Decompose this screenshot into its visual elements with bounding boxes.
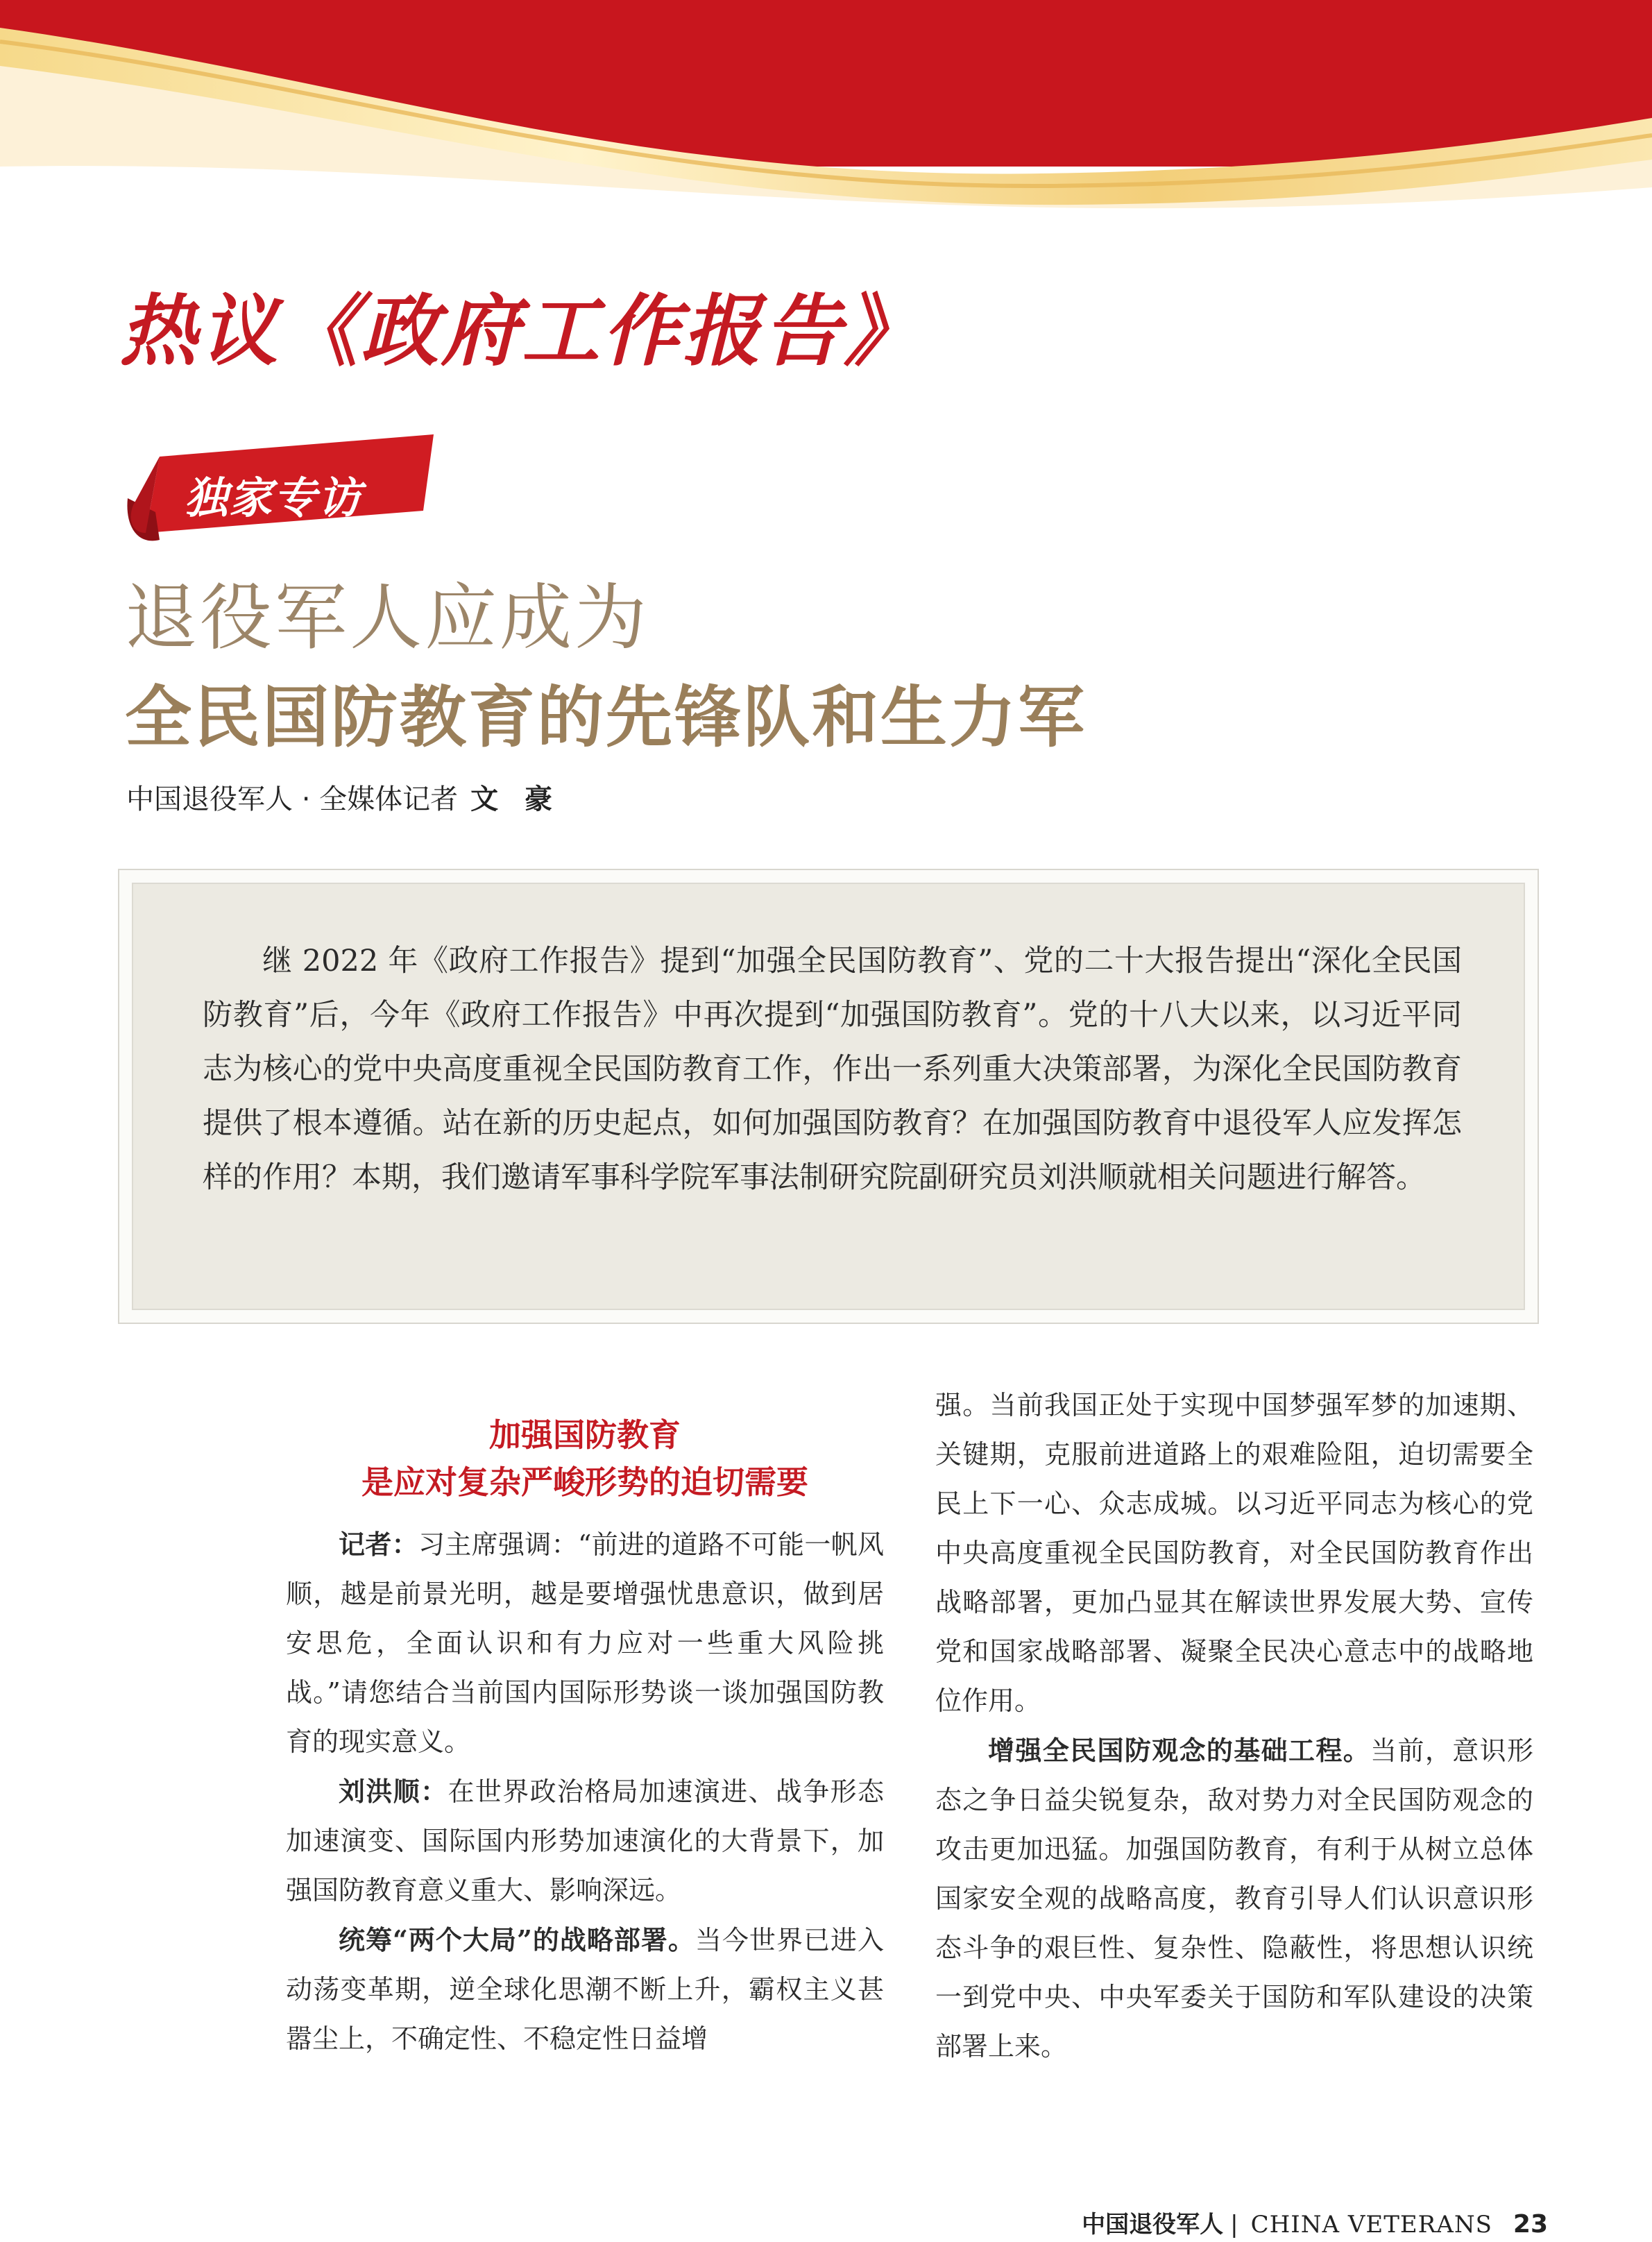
paragraph-lead: 统筹“两个大局”的战略部署。 [339,1924,695,1955]
byline [126,777,561,817]
wave-banner-graphic [0,0,1652,222]
paragraph-lead: 刘洪顺： [339,1776,448,1807]
headline-line-1: 退役军人应成为 [125,575,650,660]
byline-author: 文 豪 [470,783,561,815]
paragraph-answer [286,1767,884,1915]
paragraph-two-overall-situations [286,1915,884,2064]
footer-english-title: CHINA VETERANS [1250,2211,1492,2239]
paragraph-reporter-question [286,1520,884,1767]
paragraph-continued [935,1381,1533,1726]
section-title: 热议《政府工作报告》 [119,287,924,377]
paragraph-text: 当今世界已进入动荡变革期，逆全球化思潮不断上升，霸权主义甚嚣尘上，不确定性、不稳定性日益增 [286,1925,884,2054]
exclusive-interview-tag [118,429,444,551]
paragraph-lead: 增强全民国防观念的基础工程。 [988,1735,1371,1766]
intro-box [118,869,1539,1324]
paragraph-text: 强。当前我国正处于实现中国梦强军梦的加速期、关键期，克服前进道路上的艰难险阻，迫切需要全民上下一心、众志成城。以习近平同志为核心的党中央高度重视全民国防教育，对全民国防教育作出战略部署，更加凸显其在解读世界发展大势、宣传党和国家战略部署、凝聚全民决心意志中的战略地位作用。 [935,1390,1533,1716]
page-footer [1082,2205,1548,2239]
footer-separator: | [1230,2211,1238,2239]
byline-source: 中国退役军人 · 全媒体记者 [126,783,459,815]
intro-box-inner [132,883,1525,1310]
footer-brand: 中国退役军人 [1082,2211,1224,2239]
article-column-right [935,1381,1533,2071]
intro-paragraph: 继 2022 年《政府工作报告》提到“加强全民国防教育”、党的二十大报告提出“深化全民国防教育”后，今年《政府工作报告》中再次提到“加强国防教育”。党的十八大以来，以习近平同志为核心的党中央高度重视全民国防教育工作，作出一系列重大决策部署，为深化全民国防教育提供了根本遵循。站在新的历史起点，如何加强国防教育？在加强国防教育中退役军人应发挥怎样的作用？本期，我们邀请军事科学院军事法制研究院副研究员刘洪顺就相关问题进行解答。 [203,944,1462,1195]
paragraph-text: 在世界政治格局加速演进、战争形态加速演变、国际国内形势加速演化的大背景下，加强国防教育意义重大、影响深远。 [286,1776,884,1905]
article-column-left [286,1381,884,2064]
paragraph-text: 当前，意识形态之争日益尖锐复杂，敌对势力对全民国防观念的攻击更加迅猛。加强国防教育，有利于从树立总体国家安全观的战略高度，教育引导人们认识意识形态斗争的艰巨性、复杂性、隐蔽性，将思想认识统一到党中央、中央军委关于国防和军队建设的决策部署上来。 [935,1735,1533,2062]
subheading-line-2: 是应对复杂严峻形势的迫切需要 [361,1463,808,1501]
paragraph-lead: 记者： [339,1529,418,1560]
headline-line-2: 全民国防教育的先锋队和生力军 [125,679,1087,756]
tag-label: 独家专访 [185,473,363,523]
paragraph-text: 习主席强调：“前进的道路不可能一帆风顺，越是前景光明，越是要增强忧患意识，做到居安思危，全面认识和有力应对一些重大风险挑战。”请您结合当前国内国际形势谈一谈加强国防教育的现实意义。 [286,1529,884,1757]
paragraph-foundation-project [935,1726,1533,2071]
page-number: 23 [1513,2210,1548,2239]
subheading-line-1: 加强国防教育 [489,1416,681,1454]
header-banner [0,0,1652,222]
subheading [286,1411,884,1506]
